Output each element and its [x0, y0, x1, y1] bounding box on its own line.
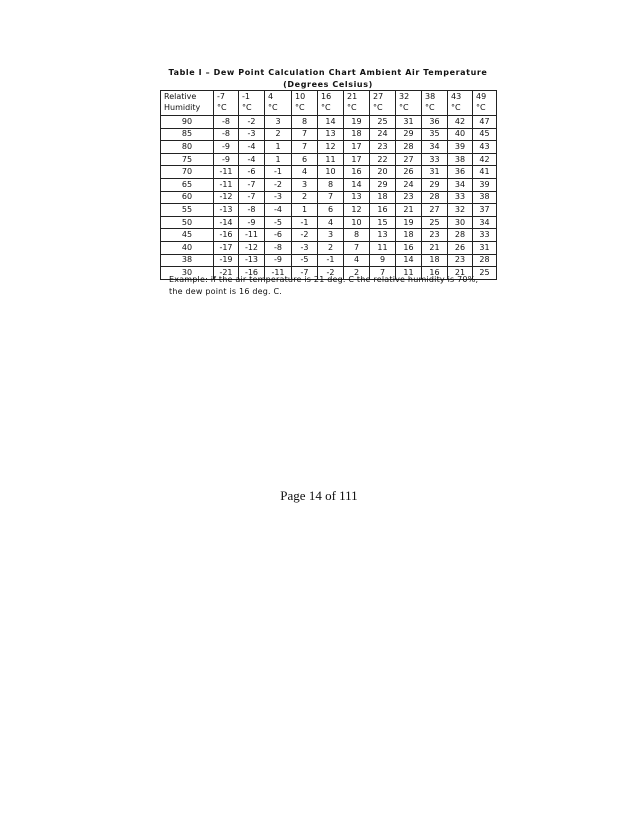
dew-point-cell: 29	[396, 128, 422, 141]
header-row	[161, 91, 497, 116]
relative-humidity-cell: 70	[161, 166, 214, 179]
dew-point-cell: -8	[239, 204, 265, 217]
dew-point-cell: -3	[239, 128, 265, 141]
table-row	[161, 216, 497, 229]
dew-point-cell: -4	[265, 204, 292, 217]
header-temperature-value: 43	[451, 92, 462, 101]
header-temperature	[396, 91, 422, 116]
table-row	[161, 191, 497, 204]
header-temperature-unit: °C	[321, 103, 331, 112]
dew-point-cell: -8	[214, 116, 239, 129]
dew-point-cell: -17	[214, 241, 239, 254]
dew-point-cell: 30	[448, 216, 473, 229]
relative-humidity-cell: 90	[161, 116, 214, 129]
dew-point-cell: 16	[396, 241, 422, 254]
dew-point-cell: -9	[239, 216, 265, 229]
dew-point-cell: 2	[265, 128, 292, 141]
relative-humidity-cell: 75	[161, 153, 214, 166]
dew-point-cell: 35	[422, 128, 448, 141]
dew-point-cell: 24	[370, 128, 396, 141]
dew-point-cell: -9	[214, 141, 239, 154]
dew-point-cell: 7	[370, 267, 396, 280]
dew-point-cell: 42	[448, 116, 473, 129]
dew-point-cell: 40	[448, 128, 473, 141]
header-temperature-unit: °C	[217, 103, 227, 112]
header-temperature-value: 4	[268, 92, 274, 101]
dew-point-cell: 47	[473, 116, 497, 129]
dew-point-cell: 14	[318, 116, 344, 129]
dew-point-cell: 28	[422, 191, 448, 204]
relative-humidity-cell: 65	[161, 178, 214, 191]
dew-point-cell: 36	[422, 116, 448, 129]
header-temperature	[448, 91, 473, 116]
dew-point-cell: -11	[239, 229, 265, 242]
table-row	[161, 128, 497, 141]
dew-point-cell: 21	[396, 204, 422, 217]
dew-point-cell: -5	[265, 216, 292, 229]
dew-point-cell: 17	[344, 141, 370, 154]
dew-point-cell: 34	[448, 178, 473, 191]
header-temperature	[370, 91, 396, 116]
dew-point-cell: 33	[473, 229, 497, 242]
header-temperature	[318, 91, 344, 116]
dew-point-cell: -6	[239, 166, 265, 179]
dew-point-cell: 11	[370, 241, 396, 254]
dew-point-cell: 11	[396, 267, 422, 280]
dew-point-cell: 28	[473, 254, 497, 267]
header-temperature-value: 16	[321, 92, 332, 101]
page-number: Page 14 of 111	[280, 488, 358, 503]
header-temperature-unit: °C	[295, 103, 305, 112]
header-temperature	[473, 91, 497, 116]
dew-point-cell: 23	[422, 229, 448, 242]
dew-point-cell: -19	[214, 254, 239, 267]
header-temperature-value: 49	[476, 92, 487, 101]
dew-point-cell: 41	[473, 166, 497, 179]
dew-point-cell: -1	[265, 166, 292, 179]
dew-point-cell: 17	[344, 153, 370, 166]
dew-point-cell: 20	[370, 166, 396, 179]
dew-point-cell: 12	[344, 204, 370, 217]
dew-point-cell: 10	[344, 216, 370, 229]
dew-point-cell: 23	[448, 254, 473, 267]
dew-point-cell: 39	[473, 178, 497, 191]
dew-point-cell: 3	[292, 178, 318, 191]
dew-point-cell: 7	[318, 191, 344, 204]
header-temperature-unit: °C	[399, 103, 409, 112]
dew-point-cell: 29	[422, 178, 448, 191]
header-temperature-unit: °C	[373, 103, 383, 112]
dew-point-cell: 7	[292, 141, 318, 154]
dew-point-cell: -21	[214, 267, 239, 280]
dew-point-cell: 16	[370, 204, 396, 217]
relative-humidity-cell: 38	[161, 254, 214, 267]
dew-point-cell: 21	[448, 267, 473, 280]
relative-humidity-cell: 80	[161, 141, 214, 154]
dew-point-cell: 34	[473, 216, 497, 229]
header-temperature-value: 32	[399, 92, 410, 101]
header-temperature-value: -7	[217, 92, 225, 101]
header-temperature	[265, 91, 292, 116]
dew-point-cell: 2	[318, 241, 344, 254]
header-temperature-unit: °C	[268, 103, 278, 112]
dew-point-cell: 36	[448, 166, 473, 179]
header-relative-humidity	[161, 91, 214, 116]
dew-point-cell: 18	[344, 128, 370, 141]
header-temperature	[292, 91, 318, 116]
table-subtitle: (Degrees Celsius)	[283, 80, 373, 89]
example-line-2: the dew point is 16 deg. C.	[169, 287, 283, 296]
dew-point-cell: 42	[473, 153, 497, 166]
dew-point-cell: -2	[239, 116, 265, 129]
dew-point-cell: 25	[370, 116, 396, 129]
dew-point-cell: 28	[448, 229, 473, 242]
header-temperature-value: 27	[373, 92, 384, 101]
table-title: Table I – Dew Point Calculation Chart Ambient Air Temperature	[168, 68, 488, 77]
dew-point-cell: 7	[292, 128, 318, 141]
header-temperature-unit: °C	[347, 103, 357, 112]
dew-point-cell: 24	[396, 178, 422, 191]
dew-point-cell: 18	[422, 254, 448, 267]
relative-humidity-cell: 55	[161, 204, 214, 217]
dew-point-cell: 2	[344, 267, 370, 280]
dew-point-cell: 13	[318, 128, 344, 141]
dew-point-cell: -7	[292, 267, 318, 280]
dew-point-cell: 22	[370, 153, 396, 166]
dew-point-cell: 6	[318, 204, 344, 217]
dew-point-cell: 31	[473, 241, 497, 254]
header-temperature-unit: °C	[451, 103, 461, 112]
dew-point-cell: -3	[292, 241, 318, 254]
table-row	[161, 153, 497, 166]
dew-point-cell: 19	[396, 216, 422, 229]
dew-point-cell: 13	[370, 229, 396, 242]
header-temperature-unit: °C	[476, 103, 486, 112]
dew-point-cell: 45	[473, 128, 497, 141]
dew-point-cell: -16	[239, 267, 265, 280]
table-row	[161, 166, 497, 179]
dew-point-cell: 33	[422, 153, 448, 166]
dew-point-cell: -11	[214, 166, 239, 179]
dew-point-cell: 29	[370, 178, 396, 191]
dew-point-cell: -8	[265, 241, 292, 254]
dew-point-cell: -3	[265, 191, 292, 204]
dew-point-cell: -4	[239, 153, 265, 166]
dew-point-cell: 4	[318, 216, 344, 229]
dew-point-cell: 11	[318, 153, 344, 166]
dew-point-cell: 6	[292, 153, 318, 166]
dew-point-cell: 23	[370, 141, 396, 154]
dew-point-cell: -16	[214, 229, 239, 242]
relative-humidity-cell: 60	[161, 191, 214, 204]
dew-point-cell: -13	[239, 254, 265, 267]
dew-point-cell: 4	[344, 254, 370, 267]
dew-point-cell: 38	[448, 153, 473, 166]
header-temperature-value: 21	[347, 92, 358, 101]
dew-point-cell: 16	[422, 267, 448, 280]
dew-point-cell: -4	[239, 141, 265, 154]
dew-point-cell: 14	[396, 254, 422, 267]
dew-point-cell: 15	[370, 216, 396, 229]
dew-point-cell: -2	[318, 267, 344, 280]
dew-point-cell: 33	[448, 191, 473, 204]
dew-point-cell: 1	[265, 141, 292, 154]
dew-point-cell: 39	[448, 141, 473, 154]
dew-point-cell: 3	[265, 116, 292, 129]
relative-humidity-cell: 45	[161, 229, 214, 242]
dew-point-cell: -5	[292, 254, 318, 267]
dew-point-cell: 18	[396, 229, 422, 242]
dew-point-cell: -9	[265, 254, 292, 267]
dew-point-cell: 31	[422, 166, 448, 179]
dew-point-cell: -1	[292, 216, 318, 229]
header-temperature-unit: °C	[425, 103, 435, 112]
dew-point-cell: 25	[473, 267, 497, 280]
dew-point-cell: 8	[318, 178, 344, 191]
table-row	[161, 178, 497, 191]
dew-point-cell: -11	[214, 178, 239, 191]
header-temperature-value: 38	[425, 92, 436, 101]
dew-point-cell: 26	[396, 166, 422, 179]
dew-point-cell: 13	[344, 191, 370, 204]
dew-point-cell: 12	[318, 141, 344, 154]
dew-point-cell: 7	[344, 241, 370, 254]
dew-point-cell: 28	[396, 141, 422, 154]
dew-point-cell: -6	[265, 229, 292, 242]
dew-point-cell: 38	[473, 191, 497, 204]
example-line-1: Example: if the air temperature is 21 deg. C the relative humidity is 70%,	[169, 275, 479, 284]
dew-point-cell: 9	[370, 254, 396, 267]
example-note	[169, 274, 499, 298]
header-temperature	[422, 91, 448, 116]
relative-humidity-cell: 30	[161, 267, 214, 280]
dew-point-cell: -2	[265, 178, 292, 191]
header-temperature	[214, 91, 239, 116]
dew-point-cell: 16	[344, 166, 370, 179]
dew-point-cell: 27	[422, 204, 448, 217]
dew-point-cell: 10	[318, 166, 344, 179]
header-temperature	[239, 91, 265, 116]
dew-point-cell: 31	[396, 116, 422, 129]
dew-point-cell: 4	[292, 166, 318, 179]
dew-point-cell: 8	[344, 229, 370, 242]
dew-point-cell: 3	[318, 229, 344, 242]
dew-point-cell: 2	[292, 191, 318, 204]
header-temperature-value: 10	[295, 92, 306, 101]
dew-point-cell: 43	[473, 141, 497, 154]
dew-point-cell: 37	[473, 204, 497, 217]
dew-point-cell: -9	[214, 153, 239, 166]
table-row	[161, 116, 497, 129]
dew-point-cell: -14	[214, 216, 239, 229]
dew-point-cell: -7	[239, 191, 265, 204]
dew-point-cell: -11	[265, 267, 292, 280]
dew-point-cell: 26	[448, 241, 473, 254]
dew-point-cell: 1	[292, 204, 318, 217]
table-row	[161, 241, 497, 254]
dew-point-cell: 8	[292, 116, 318, 129]
dew-point-cell: -8	[214, 128, 239, 141]
table-row	[161, 229, 497, 242]
relative-humidity-cell: 85	[161, 128, 214, 141]
header-temperature-value: -1	[242, 92, 250, 101]
dew-point-cell: 18	[370, 191, 396, 204]
header-label-line: Relative	[164, 92, 197, 101]
dew-point-cell: 32	[448, 204, 473, 217]
relative-humidity-cell: 50	[161, 216, 214, 229]
dew-point-cell: 25	[422, 216, 448, 229]
table-row	[161, 204, 497, 217]
dew-point-cell: -12	[214, 191, 239, 204]
dew-point-cell: -1	[318, 254, 344, 267]
dew-point-cell: 14	[344, 178, 370, 191]
header-temperature-unit: °C	[242, 103, 252, 112]
dew-point-cell: -12	[239, 241, 265, 254]
dew-point-cell: -2	[292, 229, 318, 242]
dew-point-cell: 1	[265, 153, 292, 166]
dew-point-table	[160, 90, 497, 280]
dew-point-cell: -13	[214, 204, 239, 217]
header-temperature	[344, 91, 370, 116]
dew-point-cell: 19	[344, 116, 370, 129]
table-row	[161, 254, 497, 267]
dew-point-cell: 34	[422, 141, 448, 154]
dew-point-cell: 21	[422, 241, 448, 254]
table-row	[161, 141, 497, 154]
dew-point-table-body	[161, 91, 497, 280]
dew-point-cell: -7	[239, 178, 265, 191]
dew-point-cell: 23	[396, 191, 422, 204]
header-label-line: Humidity	[164, 103, 201, 112]
dew-point-cell: 27	[396, 153, 422, 166]
relative-humidity-cell: 40	[161, 241, 214, 254]
